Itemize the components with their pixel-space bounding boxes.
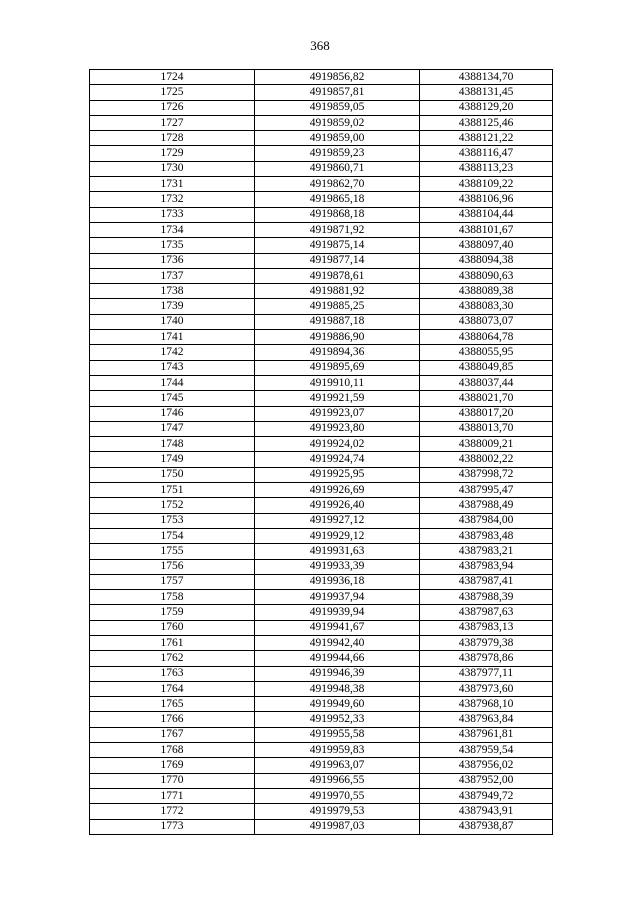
- x-coordinate-cell: 4919987,03: [255, 819, 420, 834]
- x-coordinate-cell: 4919875,14: [255, 238, 420, 253]
- table-row: [90, 299, 553, 314]
- y-coordinate-cell: 4387973,60: [420, 681, 553, 696]
- x-coordinate-cell: 4919936,18: [255, 574, 420, 589]
- x-coordinate-cell: 4919933,39: [255, 559, 420, 574]
- x-coordinate-cell: 4919955,58: [255, 727, 420, 742]
- y-coordinate-cell: 4387952,00: [420, 773, 553, 788]
- table-row: [90, 437, 553, 452]
- point-number-cell: 1738: [90, 284, 255, 299]
- x-coordinate-cell: 4919948,38: [255, 681, 420, 696]
- y-coordinate-cell: 4388109,22: [420, 177, 553, 192]
- y-coordinate-cell: 4387987,63: [420, 605, 553, 620]
- y-coordinate-cell: 4387983,13: [420, 620, 553, 635]
- x-coordinate-cell: 4919865,18: [255, 192, 420, 207]
- x-coordinate-cell: 4919942,40: [255, 635, 420, 650]
- table-row: [90, 146, 553, 161]
- point-number-cell: 1761: [90, 635, 255, 650]
- table-row: [90, 620, 553, 635]
- point-number-cell: 1762: [90, 651, 255, 666]
- point-number-cell: 1763: [90, 666, 255, 681]
- x-coordinate-cell: 4919859,23: [255, 146, 420, 161]
- table-row: [90, 773, 553, 788]
- point-number-cell: 1758: [90, 590, 255, 605]
- x-coordinate-cell: 4919885,25: [255, 299, 420, 314]
- table-row: [90, 85, 553, 100]
- point-number-cell: 1724: [90, 70, 255, 85]
- y-coordinate-cell: 4388049,85: [420, 360, 553, 375]
- y-coordinate-cell: 4387968,10: [420, 697, 553, 712]
- point-number-cell: 1727: [90, 115, 255, 130]
- table-row: [90, 452, 553, 467]
- y-coordinate-cell: 4387998,72: [420, 467, 553, 482]
- y-coordinate-cell: 4387995,47: [420, 483, 553, 498]
- table-row: [90, 559, 553, 574]
- x-coordinate-cell: 4919856,82: [255, 70, 420, 85]
- point-number-cell: 1729: [90, 146, 255, 161]
- x-coordinate-cell: 4919970,55: [255, 788, 420, 803]
- y-coordinate-cell: 4387983,21: [420, 544, 553, 559]
- table-row: [90, 406, 553, 421]
- y-coordinate-cell: 4388009,21: [420, 437, 553, 452]
- point-number-cell: 1747: [90, 421, 255, 436]
- table-row: [90, 635, 553, 650]
- x-coordinate-cell: 4919966,55: [255, 773, 420, 788]
- point-number-cell: 1745: [90, 391, 255, 406]
- point-number-cell: 1760: [90, 620, 255, 635]
- point-number-cell: 1728: [90, 131, 255, 146]
- x-coordinate-cell: 4919862,70: [255, 177, 420, 192]
- table-row: [90, 544, 553, 559]
- table-row: [90, 253, 553, 268]
- table-row: [90, 758, 553, 773]
- table-row: [90, 100, 553, 115]
- x-coordinate-cell: 4919871,92: [255, 222, 420, 237]
- y-coordinate-cell: 4388131,45: [420, 85, 553, 100]
- y-coordinate-cell: 4387949,72: [420, 788, 553, 803]
- table-row: [90, 590, 553, 605]
- x-coordinate-cell: 4919895,69: [255, 360, 420, 375]
- y-coordinate-cell: 4387938,87: [420, 819, 553, 834]
- table-row: [90, 743, 553, 758]
- coordinates-table: [89, 69, 553, 835]
- x-coordinate-cell: 4919878,61: [255, 268, 420, 283]
- point-number-cell: 1726: [90, 100, 255, 115]
- x-coordinate-cell: 4919927,12: [255, 513, 420, 528]
- x-coordinate-cell: 4919952,33: [255, 712, 420, 727]
- point-number-cell: 1753: [90, 513, 255, 528]
- point-number-cell: 1741: [90, 330, 255, 345]
- y-coordinate-cell: 4387963,84: [420, 712, 553, 727]
- table-row: [90, 177, 553, 192]
- y-coordinate-cell: 4388097,40: [420, 238, 553, 253]
- table-row: [90, 284, 553, 299]
- point-number-cell: 1739: [90, 299, 255, 314]
- point-number-cell: 1746: [90, 406, 255, 421]
- y-coordinate-cell: 4387978,86: [420, 651, 553, 666]
- x-coordinate-cell: 4919923,80: [255, 421, 420, 436]
- y-coordinate-cell: 4387988,49: [420, 498, 553, 513]
- page-number: 368: [310, 38, 330, 53]
- table-row: [90, 345, 553, 360]
- table-row: [90, 605, 553, 620]
- point-number-cell: 1748: [90, 437, 255, 452]
- x-coordinate-cell: 4919941,67: [255, 620, 420, 635]
- x-coordinate-cell: 4919910,11: [255, 375, 420, 390]
- x-coordinate-cell: 4919881,92: [255, 284, 420, 299]
- y-coordinate-cell: 4387983,48: [420, 528, 553, 543]
- x-coordinate-cell: 4919877,14: [255, 253, 420, 268]
- point-number-cell: 1751: [90, 483, 255, 498]
- y-coordinate-cell: 4387983,94: [420, 559, 553, 574]
- point-number-cell: 1749: [90, 452, 255, 467]
- table-row: [90, 131, 553, 146]
- point-number-cell: 1731: [90, 177, 255, 192]
- y-coordinate-cell: 4387961,81: [420, 727, 553, 742]
- point-number-cell: 1742: [90, 345, 255, 360]
- x-coordinate-cell: 4919923,07: [255, 406, 420, 421]
- y-coordinate-cell: 4387959,54: [420, 743, 553, 758]
- point-number-cell: 1755: [90, 544, 255, 559]
- point-number-cell: 1743: [90, 360, 255, 375]
- y-coordinate-cell: 4388089,38: [420, 284, 553, 299]
- x-coordinate-cell: 4919963,07: [255, 758, 420, 773]
- table-row: [90, 528, 553, 543]
- table-row: [90, 115, 553, 130]
- x-coordinate-cell: 4919939,94: [255, 605, 420, 620]
- table-row: [90, 697, 553, 712]
- x-coordinate-cell: 4919868,18: [255, 207, 420, 222]
- y-coordinate-cell: 4388106,96: [420, 192, 553, 207]
- table-row: [90, 70, 553, 85]
- x-coordinate-cell: 4919979,53: [255, 804, 420, 819]
- x-coordinate-cell: 4919959,83: [255, 743, 420, 758]
- x-coordinate-cell: 4919921,59: [255, 391, 420, 406]
- point-number-cell: 1740: [90, 314, 255, 329]
- x-coordinate-cell: 4919894,36: [255, 345, 420, 360]
- table-row: [90, 727, 553, 742]
- point-number-cell: 1765: [90, 697, 255, 712]
- y-coordinate-cell: 4388094,38: [420, 253, 553, 268]
- x-coordinate-cell: 4919937,94: [255, 590, 420, 605]
- table-row: [90, 804, 553, 819]
- table-row: [90, 513, 553, 528]
- point-number-cell: 1759: [90, 605, 255, 620]
- table-row: [90, 483, 553, 498]
- y-coordinate-cell: 4387984,00: [420, 513, 553, 528]
- point-number-cell: 1766: [90, 712, 255, 727]
- x-coordinate-cell: 4919949,60: [255, 697, 420, 712]
- table-row: [90, 314, 553, 329]
- x-coordinate-cell: 4919926,40: [255, 498, 420, 513]
- point-number-cell: 1750: [90, 467, 255, 482]
- point-number-cell: 1772: [90, 804, 255, 819]
- point-number-cell: 1769: [90, 758, 255, 773]
- y-coordinate-cell: 4388134,70: [420, 70, 553, 85]
- table-row: [90, 712, 553, 727]
- y-coordinate-cell: 4388113,23: [420, 161, 553, 176]
- table-row: [90, 268, 553, 283]
- x-coordinate-cell: 4919859,05: [255, 100, 420, 115]
- table-row: [90, 788, 553, 803]
- y-coordinate-cell: 4388101,67: [420, 222, 553, 237]
- table-row: [90, 574, 553, 589]
- point-number-cell: 1737: [90, 268, 255, 283]
- point-number-cell: 1730: [90, 161, 255, 176]
- point-number-cell: 1744: [90, 375, 255, 390]
- table-row: [90, 330, 553, 345]
- point-number-cell: 1757: [90, 574, 255, 589]
- point-number-cell: 1736: [90, 253, 255, 268]
- table-row: [90, 498, 553, 513]
- x-coordinate-cell: 4919860,71: [255, 161, 420, 176]
- y-coordinate-cell: 4387979,38: [420, 635, 553, 650]
- table-row: [90, 375, 553, 390]
- y-coordinate-cell: 4388083,30: [420, 299, 553, 314]
- x-coordinate-cell: 4919925,95: [255, 467, 420, 482]
- x-coordinate-cell: 4919859,00: [255, 131, 420, 146]
- y-coordinate-cell: 4388129,20: [420, 100, 553, 115]
- point-number-cell: 1754: [90, 528, 255, 543]
- table-row: [90, 467, 553, 482]
- table-row: [90, 421, 553, 436]
- y-coordinate-cell: 4388125,46: [420, 115, 553, 130]
- y-coordinate-cell: 4387987,41: [420, 574, 553, 589]
- x-coordinate-cell: 4919924,02: [255, 437, 420, 452]
- y-coordinate-cell: 4387988,39: [420, 590, 553, 605]
- y-coordinate-cell: 4387977,11: [420, 666, 553, 681]
- table-row: [90, 222, 553, 237]
- x-coordinate-cell: 4919857,81: [255, 85, 420, 100]
- table-row: [90, 681, 553, 696]
- table-row: [90, 819, 553, 834]
- y-coordinate-cell: 4388017,20: [420, 406, 553, 421]
- y-coordinate-cell: 4387943,91: [420, 804, 553, 819]
- point-number-cell: 1770: [90, 773, 255, 788]
- x-coordinate-cell: 4919886,90: [255, 330, 420, 345]
- x-coordinate-cell: 4919944,66: [255, 651, 420, 666]
- y-coordinate-cell: 4388055,95: [420, 345, 553, 360]
- y-coordinate-cell: 4388116,47: [420, 146, 553, 161]
- point-number-cell: 1735: [90, 238, 255, 253]
- y-coordinate-cell: 4388073,07: [420, 314, 553, 329]
- point-number-cell: 1768: [90, 743, 255, 758]
- coordinates-table-body: [90, 70, 553, 835]
- y-coordinate-cell: 4388064,78: [420, 330, 553, 345]
- x-coordinate-cell: 4919929,12: [255, 528, 420, 543]
- x-coordinate-cell: 4919931,63: [255, 544, 420, 559]
- point-number-cell: 1756: [90, 559, 255, 574]
- table-row: [90, 207, 553, 222]
- x-coordinate-cell: 4919946,39: [255, 666, 420, 681]
- x-coordinate-cell: 4919924,74: [255, 452, 420, 467]
- point-number-cell: 1734: [90, 222, 255, 237]
- table-row: [90, 391, 553, 406]
- table-row: [90, 360, 553, 375]
- point-number-cell: 1732: [90, 192, 255, 207]
- point-number-cell: 1767: [90, 727, 255, 742]
- point-number-cell: 1764: [90, 681, 255, 696]
- point-number-cell: 1773: [90, 819, 255, 834]
- y-coordinate-cell: 4388013,70: [420, 421, 553, 436]
- y-coordinate-cell: 4388021,70: [420, 391, 553, 406]
- x-coordinate-cell: 4919926,69: [255, 483, 420, 498]
- table-row: [90, 192, 553, 207]
- table-row: [90, 161, 553, 176]
- point-number-cell: 1752: [90, 498, 255, 513]
- point-number-cell: 1725: [90, 85, 255, 100]
- y-coordinate-cell: 4387956,02: [420, 758, 553, 773]
- table-row: [90, 651, 553, 666]
- x-coordinate-cell: 4919859,02: [255, 115, 420, 130]
- point-number-cell: 1771: [90, 788, 255, 803]
- x-coordinate-cell: 4919887,18: [255, 314, 420, 329]
- y-coordinate-cell: 4388090,63: [420, 268, 553, 283]
- y-coordinate-cell: 4388121,22: [420, 131, 553, 146]
- y-coordinate-cell: 4388104,44: [420, 207, 553, 222]
- table-row: [90, 238, 553, 253]
- table-row: [90, 666, 553, 681]
- y-coordinate-cell: 4388002,22: [420, 452, 553, 467]
- point-number-cell: 1733: [90, 207, 255, 222]
- y-coordinate-cell: 4388037,44: [420, 375, 553, 390]
